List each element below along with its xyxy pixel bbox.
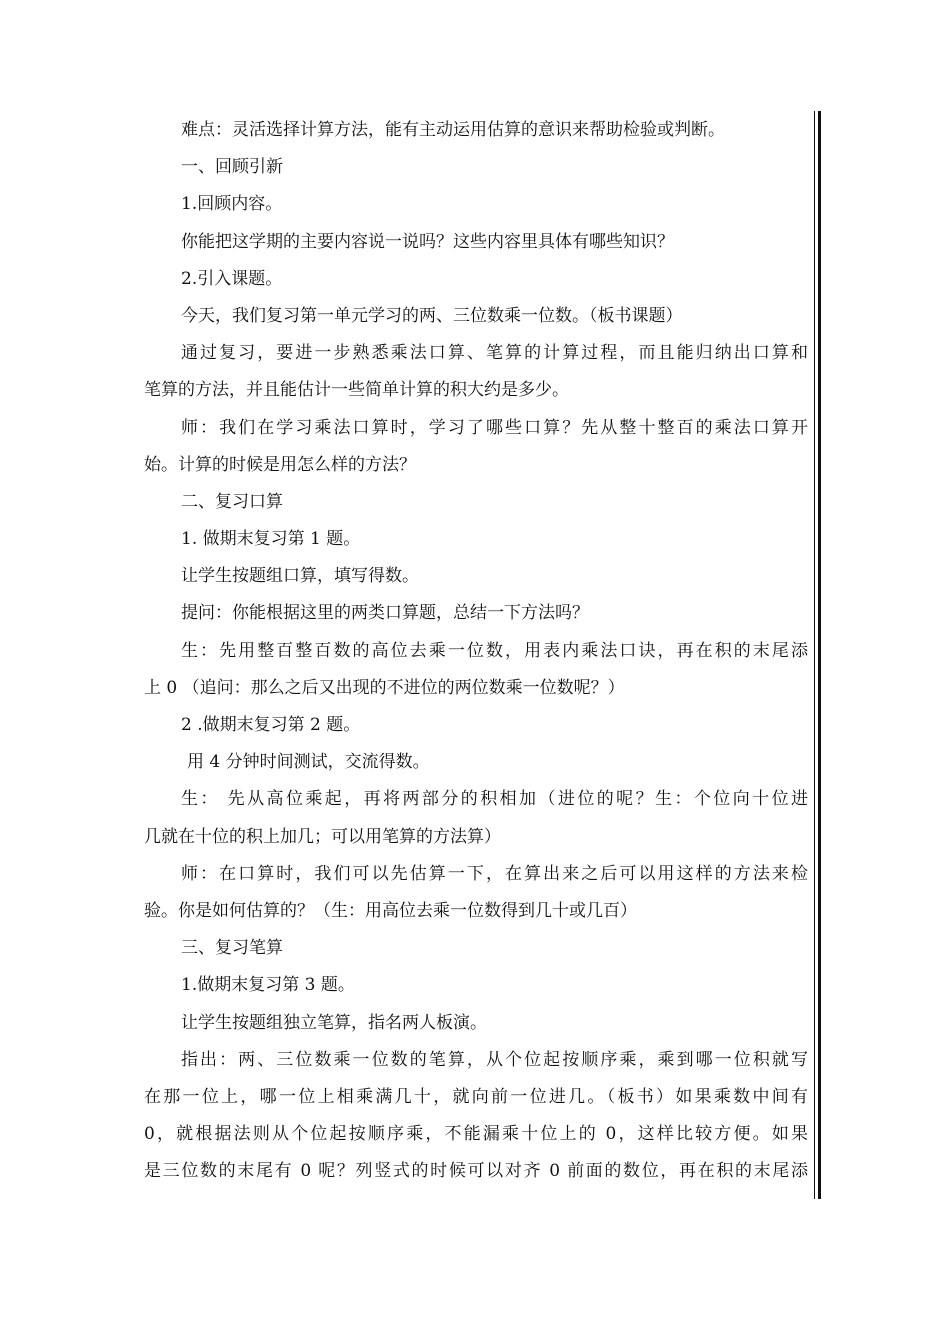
paragraph-student-high-line1: 生： 先从高位乘起，再将两部分的积相加（进位的呢？生：个位向十位进 bbox=[181, 789, 808, 810]
paragraph-teacher-estimate-line2: 验。你是如何估算的？（生：用高位去乘一位数得到几十或几百） bbox=[144, 900, 637, 921]
paragraph-teacher-estimate-line1: 师：在口算时，我们可以先估算一下，在算出来之后可以用这样的方法来检 bbox=[181, 863, 808, 884]
paragraph-point-out-line3: 0，就根据法则从个位起按顺序乘，不能漏乘十位上的 0，这样比较方便。如果 bbox=[144, 1124, 808, 1145]
paragraph-point-out-line1: 指出：两、三位数乘一位数的笔算，从个位起按顺序乘，乘到哪一位积就写 bbox=[181, 1049, 808, 1070]
paragraph-point-out-line2: 在那一位上，哪一位上相乘满几十，就向前一位进几。（板书）如果乘数中间有 bbox=[144, 1086, 808, 1107]
paragraph-students-written: 让学生按题组独立笔算，指名两人板演。 bbox=[181, 1012, 487, 1033]
paragraph-student-high-line2: 几就在十位的积上加几；可以用笔算的方法算） bbox=[144, 826, 501, 847]
subheading-review-content: 1.回顾内容。 bbox=[181, 194, 283, 215]
document-body bbox=[144, 112, 808, 1190]
subheading-exercise-2: 2 .做期末复习第 2 题。 bbox=[181, 715, 361, 735]
paragraph-student-answer-line1: 生：先用整百整百数的高位去乘一位数，用表内乘法口诀，再在积的末尾添 bbox=[181, 640, 808, 661]
paragraph-through-review-line2: 笔算的方法，并且能估计一些简单计算的积大约是多少。 bbox=[144, 380, 569, 401]
subheading-introduce-topic: 2.引入课题。 bbox=[181, 268, 283, 289]
paragraph-today: 今天，我们复习第一单元学习的两、三位数乘一位数。（板书课题） bbox=[181, 305, 683, 326]
paragraph-ask: 提问：你能根据这里的两类口算题，总结一下方法吗？ bbox=[181, 603, 589, 624]
paragraph-teacher-line2: 始。计算的时候是用怎么样的方法？ bbox=[144, 454, 416, 475]
section-heading-review: 一、回顾引新 bbox=[181, 157, 283, 178]
subheading-exercise-3: 1.做期末复习第 3 题。 bbox=[181, 975, 355, 996]
right-border-thick-line bbox=[818, 111, 821, 1199]
subheading-exercise-1: 1. 做期末复习第 1 题。 bbox=[181, 529, 361, 550]
paragraph-difficulty: 难点：灵活选择计算方法，能有主动运用估算的意识来帮助检验或判断。 bbox=[181, 120, 725, 140]
paragraph-students-oral: 让学生按题组口算，填写得数。 bbox=[181, 566, 419, 587]
section-heading-oral: 二、复习口算 bbox=[181, 491, 283, 512]
section-heading-written: 三、复习笔算 bbox=[181, 938, 283, 959]
paragraph-question: 你能把这学期的主要内容说一说吗？这些内容里具体有哪些知识？ bbox=[181, 231, 674, 252]
paragraph-through-review-line1: 通过复习，要进一步熟悉乘法口算、笔算的计算过程，而且能归纳出口算和 bbox=[181, 343, 808, 364]
paragraph-point-out-line4: 是三位数的末尾有 0 呢？列竖式的时候可以对齐 0 前面的数位，再在积的末尾添 bbox=[144, 1161, 808, 1182]
paragraph-student-answer-line2: 上 0 （追问：那么之后又出现的不进位的两位数乘一位数呢？） bbox=[144, 677, 625, 698]
paragraph-timed-test: 用 4 分钟时间测试，交流得数。 bbox=[187, 752, 430, 773]
right-border-thin-line bbox=[814, 111, 815, 1199]
paragraph-teacher-line1: 师：我们在学习乘法口算时，学习了哪些口算？先从整十整百的乘法口算开 bbox=[181, 417, 808, 438]
